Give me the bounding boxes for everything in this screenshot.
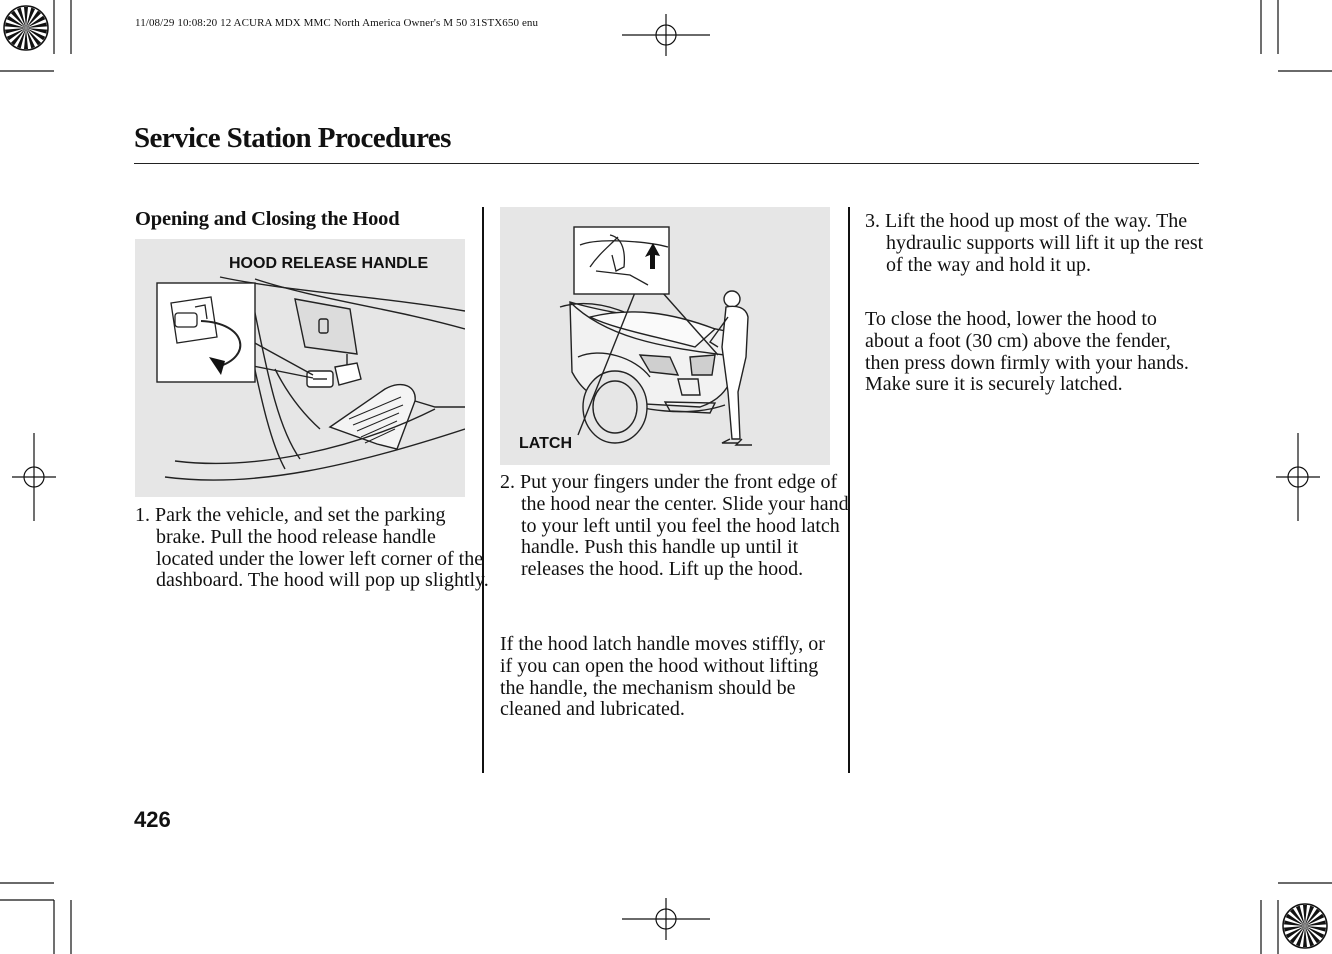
page-title: Service Station Procedures bbox=[134, 122, 451, 154]
section-subheading: Opening and Closing the Hood bbox=[135, 208, 400, 230]
starburst-mark-icon bbox=[2, 4, 50, 52]
print-header: 11/08/29 10:08:20 12 ACURA MDX MMC North America Owner's M 50 31STX650 enu bbox=[135, 17, 539, 29]
hood-latch-figure bbox=[500, 207, 830, 465]
title-divider bbox=[134, 163, 1199, 164]
column-divider bbox=[482, 207, 484, 773]
registration-target-icon bbox=[12, 433, 56, 521]
hood-release-handle-label: HOOD RELEASE HANDLE bbox=[229, 255, 429, 272]
registration-target-icon bbox=[622, 14, 710, 56]
starburst-mark-icon bbox=[1281, 902, 1329, 950]
hood-latch-illustration bbox=[500, 207, 830, 465]
hood-release-figure bbox=[135, 239, 465, 497]
step-3-text: 3. Lift the hood up most of the way. The hydraulic supports will lift it up the rest of the way and hold it up. bbox=[865, 210, 1204, 276]
registration-target-icon bbox=[622, 898, 710, 940]
stiff-latch-note: If the hood latch handle moves stiffly, or if you can open the hood without lifting the handle, the mechanism should be cleaned and lubricated. bbox=[500, 633, 825, 721]
registration-target-icon bbox=[1276, 433, 1320, 521]
hood-release-illustration bbox=[135, 239, 465, 497]
step-1-text: 1. Park the vehicle, and set the parking brake. Pull the hood release handle located under the lower left corner of the dashboard. The hood will pop up slightly. bbox=[135, 504, 489, 592]
page-number: 426 bbox=[134, 807, 171, 832]
closing-hood-text: To close the hood, lower the hood to about a foot (30 cm) above the fender, then press down firmly with your hands. Make sure it is securely latched. bbox=[865, 308, 1189, 396]
step-2-text: 2. Put your fingers under the front edge of the hood near the center. Slide your hand to your left until you feel the hood latch handle. Push this handle up until it releases the hood. Lift up the hood. bbox=[500, 471, 849, 581]
latch-label: LATCH bbox=[519, 435, 573, 452]
